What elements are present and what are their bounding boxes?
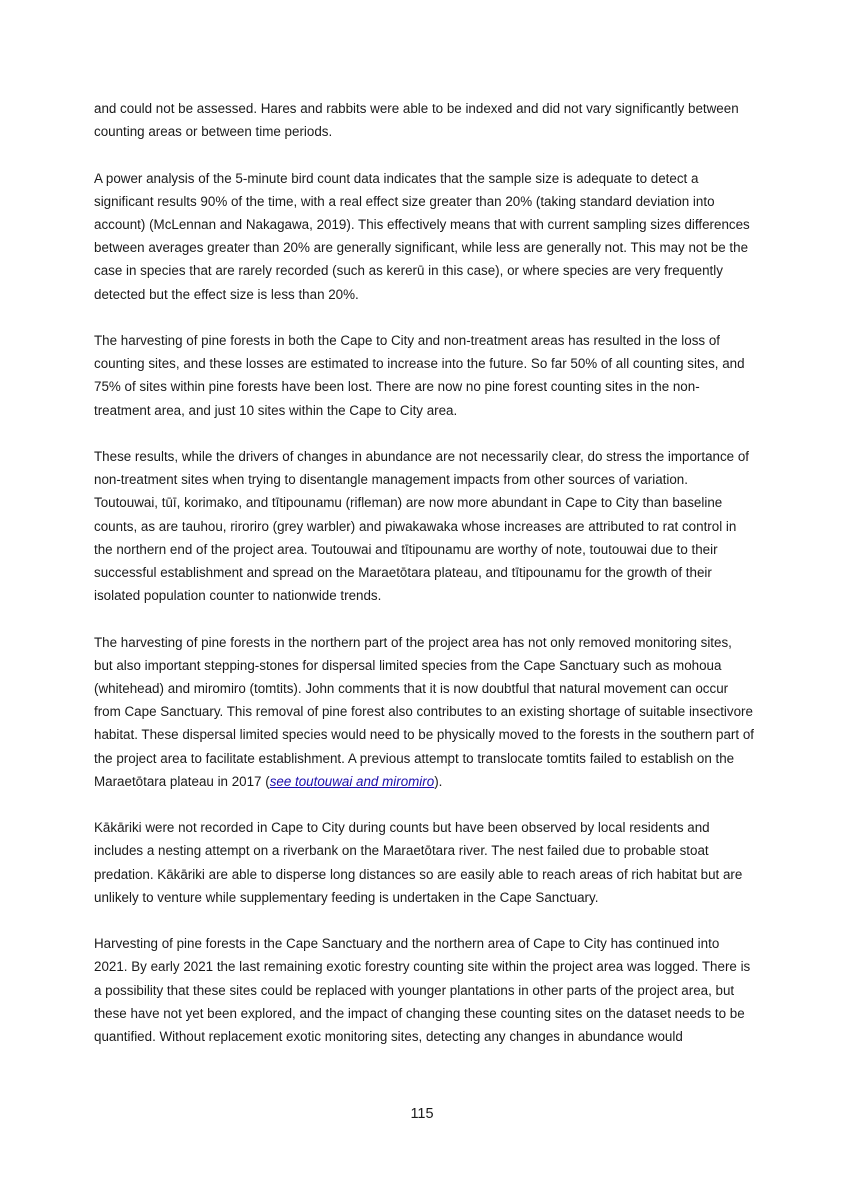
toutouwai-miromiro-link[interactable]: see toutouwai and miromiro bbox=[269, 773, 435, 789]
paragraph-stepping-stones-text: The harvesting of pine forests in the northern part of the project area has not only removed monitoring sites, but also important stepping-stones for dispersal limited species from the Cape Sanctuary such as mohoua (whitehead) and miromiro (tomtits). John comments that it is now doubtful that natural movement can occur from Cape Sanctuary. This removal of pine forest also contributes to an existing shortage of suitable insectivore habitat. These dispersal limited species would need to be physically moved to the forests in the southern part of the project area to facilitate establishment. A previous attempt to translocate tomtits failed to establish on the Maraetōtara plateau in 2017 ( bbox=[94, 634, 754, 789]
paragraph-assessment: and could not be assessed. Hares and rabbits were able to be indexed and did not vary significantly between counting areas or between time periods. bbox=[94, 101, 739, 140]
paragraph-stepping-stones bbox=[94, 631, 754, 793]
paragraph-kakariki: Kākāriki were not recorded in Cape to City during counts but have been observed by local residents and includes a nesting attempt on a riverbank on the Maraetōtara river. The nest failed due to probable stoat predation. Kākāriki are able to disperse long distances so are easily able to reach areas of rich habitat but are unlikely to venture while supplementary feeding is undertaken in the Cape Sanctuary. bbox=[94, 820, 743, 905]
paragraph-pine-harvest-sites: The harvesting of pine forests in both the Cape to City and non-treatment areas has resulted in the loss of counting sites, and these losses are estimated to increase into the future. So far 50% of all counting sites, and 75% of sites within pine forests have been lost. There are now no pine forest counting sites in the non-treatment area, and just 10 sites within the Cape to City area. bbox=[94, 333, 745, 418]
paragraph-power-analysis: A power analysis of the 5-minute bird count data indicates that the sample size is adequate to detect a significant results 90% of the time, with a real effect size greater than 20% (taking standard deviation into account) (McLennan and Nakagawa, 2019). This effectively means that with current sampling sizes differences between averages greater than 20% are generally significant, while less are generally not. This may not be the case in species that are rarely recorded (such as kererū in this case), or where species are very frequently detected but the effect size is less than 20%. bbox=[94, 170, 750, 302]
page-number: 115 bbox=[410, 1106, 434, 1122]
body-text bbox=[94, 97, 754, 1071]
paragraph-stepping-stones-end: ). bbox=[434, 773, 443, 789]
paragraph-harvest-2021: Harvesting of pine forests in the Cape Sanctuary and the northern area of Cape to City has continued into 2021. By early 2021 the last remaining exotic forestry counting site within the project area was logged. There is a possibility that these sites could be replaced with younger plantations in other parts of the project area, but these have not yet been explored, and the impact of changing these counting sites on the dataset needs to be quantified. Without replacement exotic monitoring sites, detecting any changes in abundance would bbox=[94, 936, 751, 1045]
paragraph-results-importance: These results, while the drivers of changes in abundance are not necessarily clear, do stress the importance of non-treatment sites when trying to disentangle management impacts from other sources of variation. Toutouwai, tūī, korimako, and tītipounamu (rifleman) are now more abundant in Cape to City than baseline counts, as are tauhou, riroriro (grey warbler) and piwakawaka whose increases are attributed to rat control in the northern end of the project area. Toutouwai and tītipounamu are worthy of note, toutouwai due to their successful establishment and spread on the Maraetōtara plateau, and tītipounamu for the growth of their isolated population counter to nationwide trends. bbox=[94, 449, 750, 604]
